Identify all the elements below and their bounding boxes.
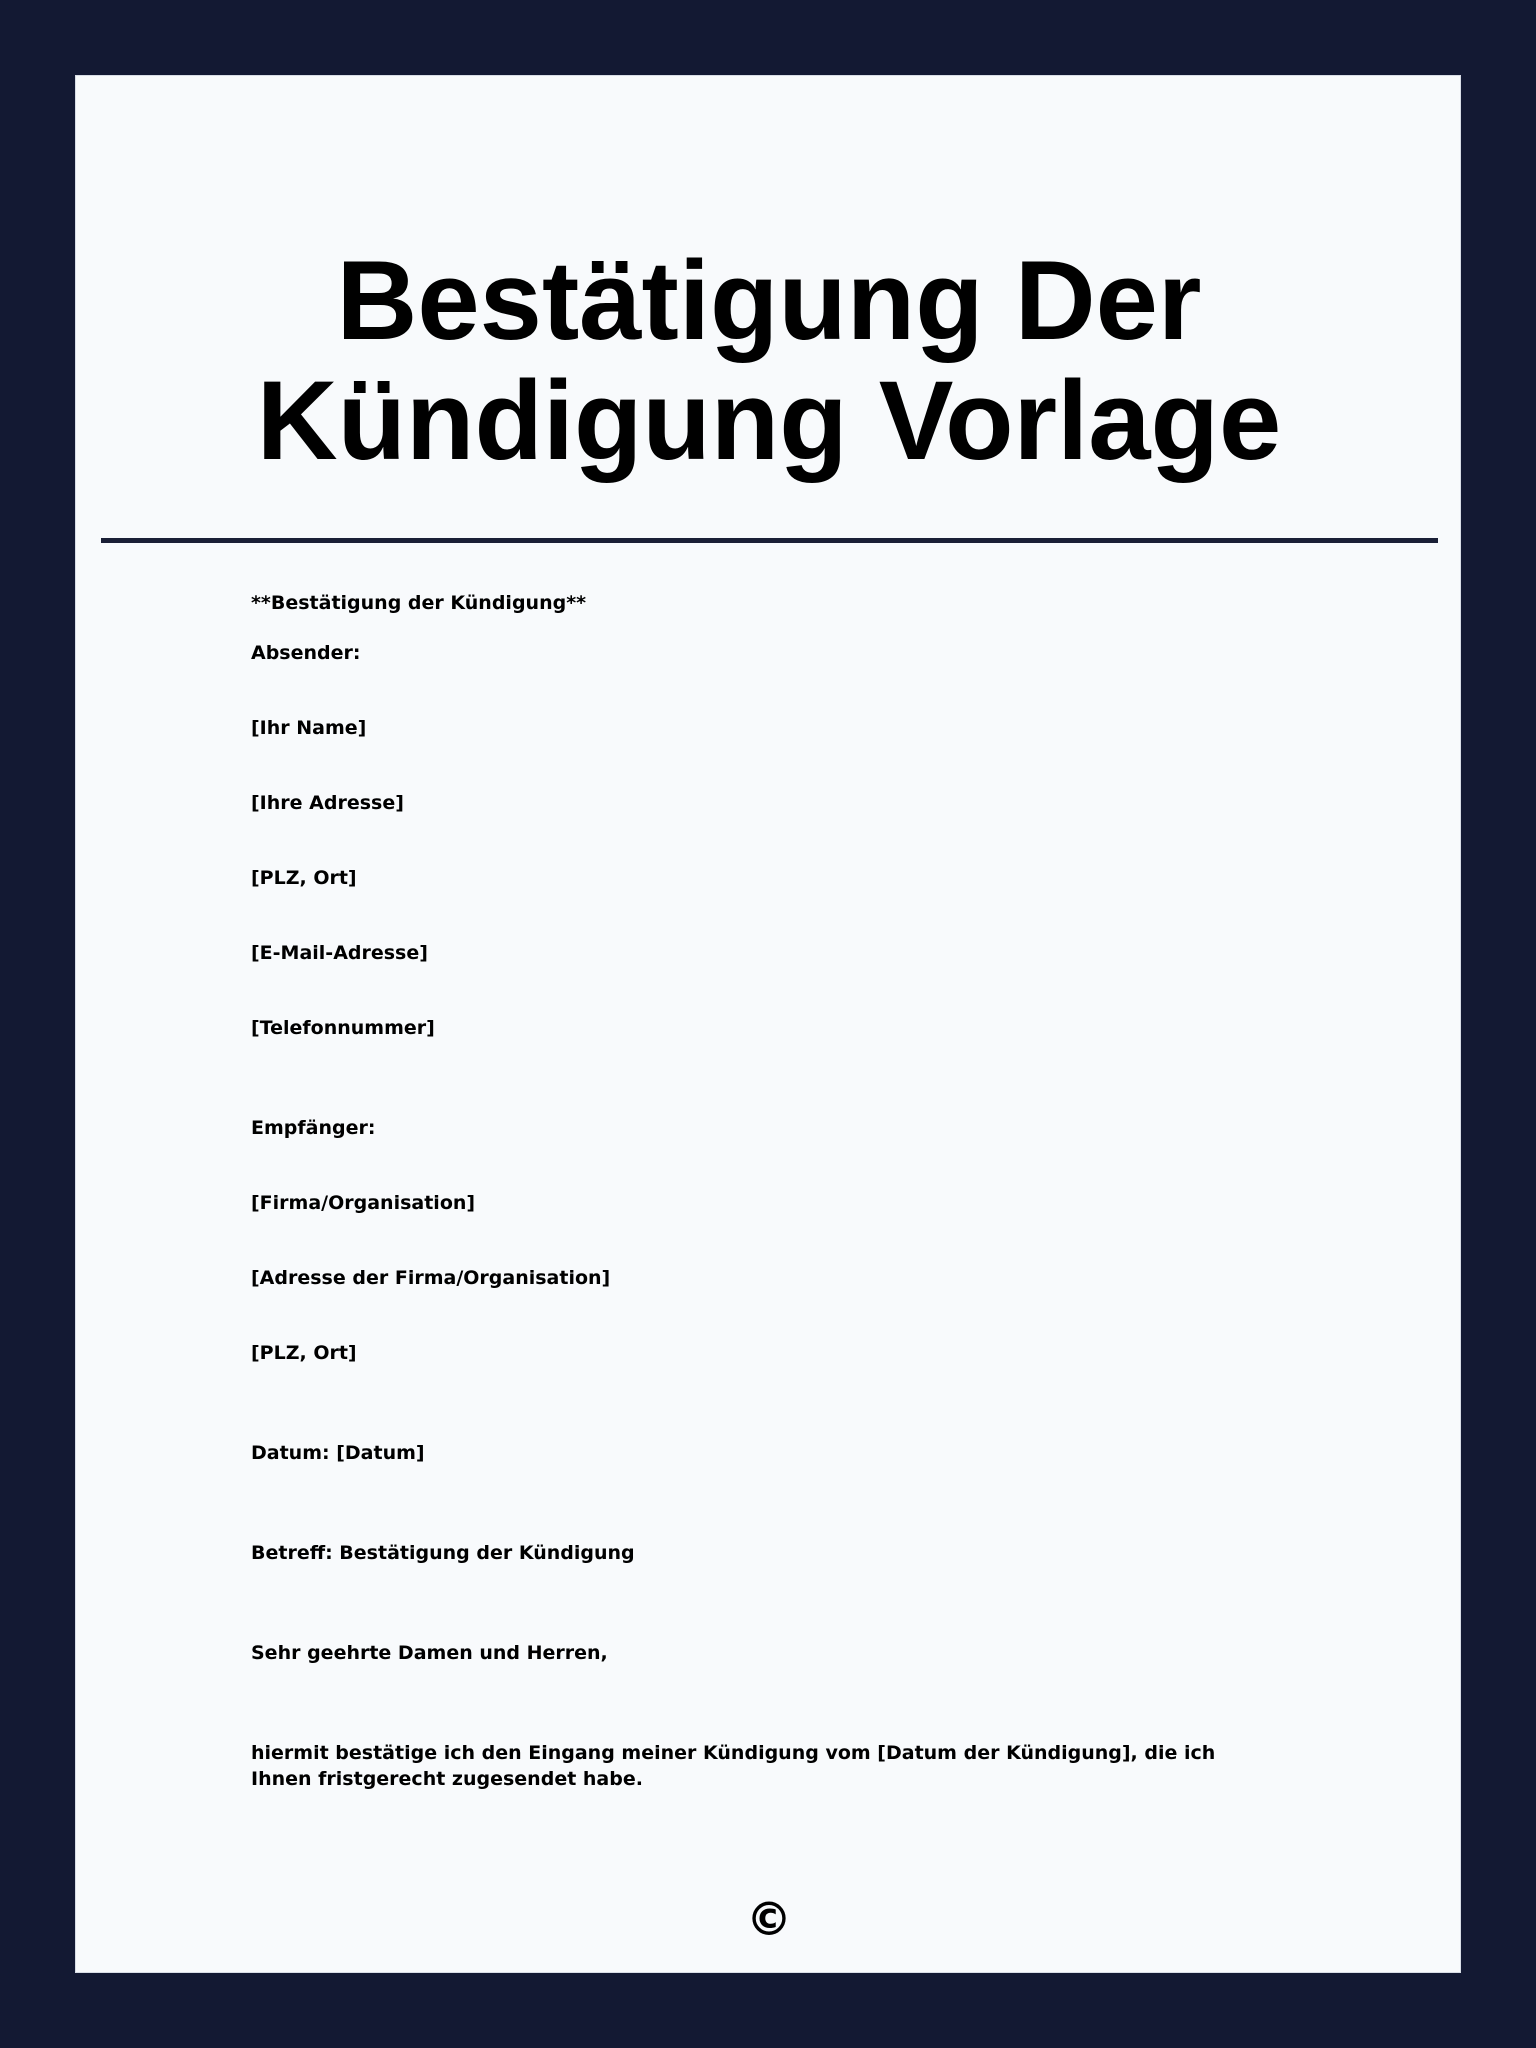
- letter-date: Datum: [Datum]: [251, 1442, 425, 1464]
- sender-name: [Ihr Name]: [251, 717, 367, 739]
- sender-city: [PLZ, Ort]: [251, 867, 357, 889]
- copyright-icon: ©: [746, 1892, 792, 1946]
- recipient-city: [PLZ, Ort]: [251, 1342, 357, 1364]
- sender-email: [E-Mail-Adresse]: [251, 942, 428, 964]
- sender-phone: [Telefonnummer]: [251, 1017, 435, 1039]
- letter-heading: **Bestätigung der Kündigung**: [251, 592, 587, 614]
- letter-subject: Betreff: Bestätigung der Kündigung: [251, 1542, 635, 1564]
- document-page: [75, 75, 1461, 1973]
- sender-label: Absender:: [251, 642, 361, 664]
- title-divider: [101, 538, 1438, 543]
- letter-salutation: Sehr geehrte Damen und Herren,: [251, 1642, 608, 1664]
- recipient-address: [Adresse der Firma/Organisation]: [251, 1267, 611, 1289]
- letter-body: hiermit bestätige ich den Eingang meiner Kündigung vom [Datum der Kündigung], die ich Ihnen fristgerecht zugesendet habe.: [251, 1742, 1216, 1790]
- recipient-label: Empfänger:: [251, 1117, 376, 1139]
- recipient-company: [Firma/Organisation]: [251, 1192, 476, 1214]
- document-title: Bestätigung Der Kündigung Vorlage: [256, 238, 1282, 483]
- sender-address: [Ihre Adresse]: [251, 792, 404, 814]
